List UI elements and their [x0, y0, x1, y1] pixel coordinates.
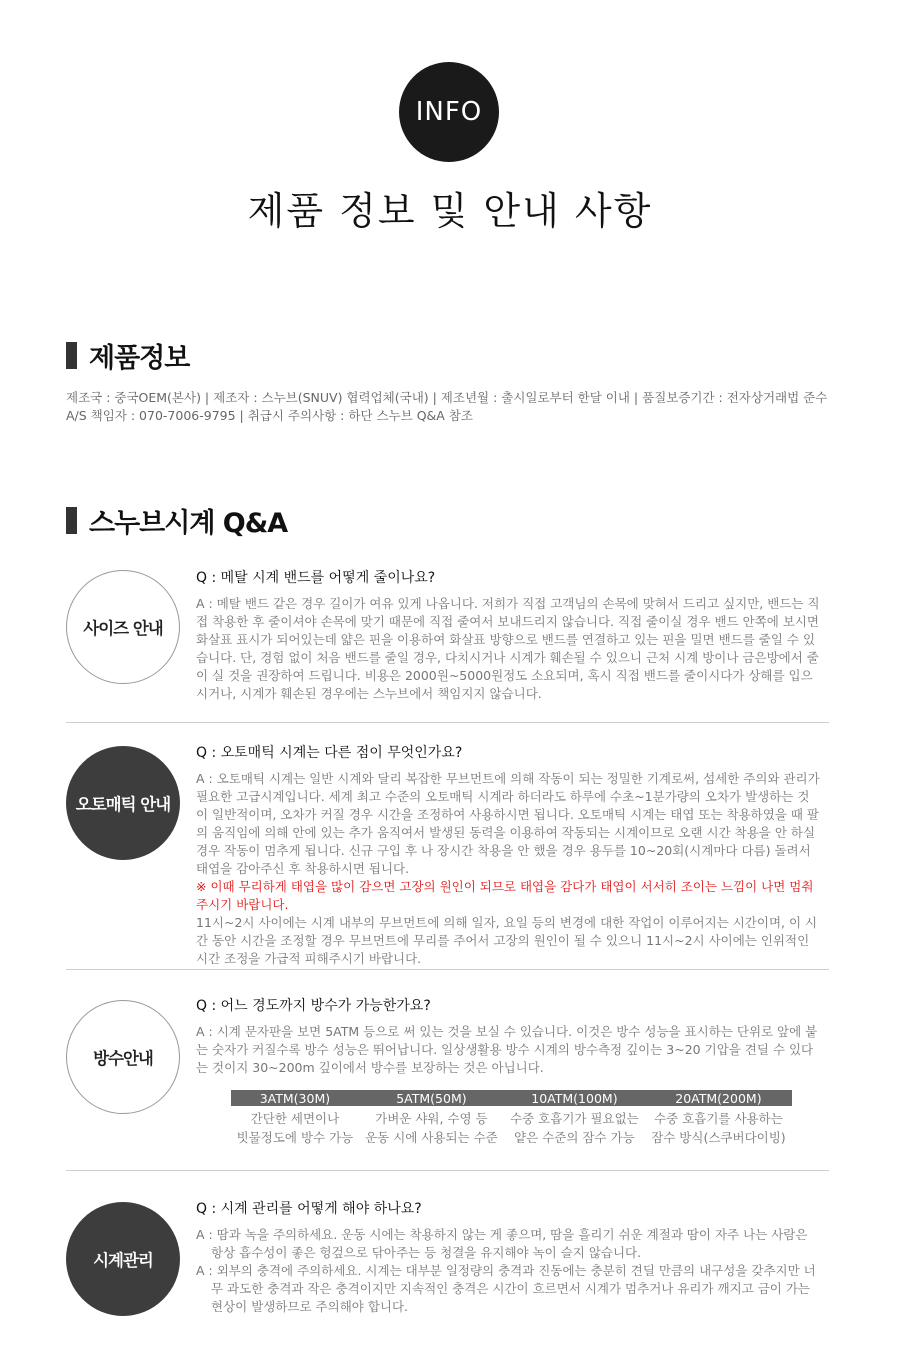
divider [66, 722, 829, 723]
care-guide-badge-label: 시계관리 [93, 1251, 153, 1270]
qa-question: Q : 어느 경도까지 방수가 가능한가요? [196, 998, 431, 1014]
divider [66, 969, 829, 970]
table-cell: 간단한 세면이나 [250, 1111, 340, 1126]
waterproof-guide-badge [66, 1000, 180, 1114]
page-title: 제품 정보 및 안내 사항 [247, 189, 653, 233]
qa-question: Q : 시계 관리를 어떻게 해야 하나요? [196, 1201, 422, 1217]
table-row [231, 1106, 792, 1129]
qa-answer: A : 외부의 충격에 주의하세요. 시계는 대부분 일정량의 충격과 진동에는 충분히 견딜 만큼의 내구성을 갖추지만 너무 과도한 충격과 작은 충격이지만 지속적인 충격은 시간이 흐르면서 시계가 멈추거나 유리가 깨지고 금이 가는 현상이 발생하므로 주의해야 합니다. [196, 1263, 816, 1314]
qa-warning: ※ 이때 무리하게 태엽을 많이 감으면 고장의 원인이 되므로 태엽을 감다가 태엽이 서서히 조이는 느낌이 나면 멈춰주시기 바랍니다. [196, 879, 814, 912]
info-badge-label: INFO [415, 97, 483, 127]
qa-question: Q : 메탈 시계 밴드를 어떻게 줄이나요? [196, 570, 436, 586]
table-header-cell: 3ATM(30M) [231, 1090, 359, 1106]
table-cell: 빗물정도에 방수 가능 [236, 1130, 354, 1145]
product-info-heading-text: 제품정보 [89, 343, 190, 374]
table-cell: 가벼운 샤워, 수영 등 [375, 1111, 488, 1126]
table-header-cell: 20ATM(200M) [645, 1090, 792, 1106]
automatic-guide-badge [66, 746, 180, 860]
product-info-heading [66, 336, 189, 375]
table-row [231, 1129, 792, 1148]
table-cell: 수중 호흡기를 사용하는 [654, 1111, 783, 1126]
waterproof-table [231, 1090, 792, 1148]
table-header-row [231, 1090, 792, 1106]
table-header-cell: 5ATM(50M) [359, 1090, 504, 1106]
automatic-guide-badge-label: 오토매틱 안내 [75, 795, 171, 814]
product-spec-line-1: 제조국 : 중국OEM(본사) | 제조자 : 스누브(SNUV) 협력업체(국내) | 제조년월 : 출시일로부터 한달 이내 | 품질보증기간 : 전자상거래법 준수 [66, 390, 828, 405]
qa-answer: A : 시계 문자판을 보면 5ATM 등으로 써 있는 것을 보실 수 있습니다. 이것은 방수 성능을 표시하는 단위로 앞에 붙는 숫자가 커질수록 방수 성능은 뛰어납니다. 일상생활용 방수 시계의 방수측정 깊이는 3~20 기압을 견딜 수 있다는 것이지 30~200m 깊이에서 방수를 보장하는 것은 아닙니다. [196, 1024, 818, 1075]
qa-answer: A : 메탈 밴드 같은 경우 길이가 여유 있게 나옵니다. 저희가 직접 고객님의 손목에 맞혀서 드리고 싶지만, 밴드는 직접 착용한 후 줄이셔야 손목에 맞기 때문에 직접 줄여서 보내드리지 않습니다. 직접 줄이실 경우 밴드 안쪽에 보시면 화살표 표시가 되어있는데 얇은 핀을 이용하여 화살표 방향으로 밴드를 연결하고 있는 핀을 밀면 밴드를 줄일 수 있습니다. 단, 경험 없이 처음 밴드를 줄일 경우, 다치시거나 시계가 훼손될 수 있으니 근처 시계 방이나 금은방에서 줄이 실 것을 권장하여 드립니다. 비용은 2000원~5000원정도 소요되며, 혹시 직접 밴드를 줄이시다가 상해를 입으시거나, 시계가 훼손된 경우에는 스누브에서 책임지지 않습니다. [196, 596, 820, 701]
heading-bar [66, 342, 77, 369]
qa-answer-extra: 11시~2시 사이에는 시계 내부의 무브먼트에 의해 일자, 요일 등의 변경에 대한 작업이 이루어지는 시간이며, 이 시간 동안 시간을 조정할 경우 무브먼트에 무리를 주어서 고장의 원인이 될 수 있으니 11시~2시 사이에는 인위적인 시간 조정을 가급적 피해주시기 바랍니다. [196, 915, 818, 966]
qa-answer: A : 땀과 녹을 주의하세요. 운동 시에는 착용하지 않는 게 좋으며, 땀을 흘리기 쉬운 계절과 땀이 자주 나는 사람은 항상 흡수성이 좋은 헝겊으로 닦아주는 등 청결을 유지해야 녹이 슬지 않습니다. [196, 1227, 808, 1260]
size-guide-badge [66, 570, 180, 684]
size-guide-badge-label: 사이즈 안내 [83, 619, 163, 638]
table-cell: 잠수 방식(스쿠버다이빙) [651, 1130, 786, 1145]
qa-heading [66, 501, 287, 540]
table-header-cell: 10ATM(100M) [504, 1090, 645, 1106]
qa-heading-text: 스누브시계 Q&A [89, 508, 288, 539]
qa-answer: A : 오토매틱 시계는 일반 시계와 달리 복잡한 무브먼트에 의해 작동이 되는 정밀한 기계로써, 섬세한 주의와 관리가 필요한 고급시계입니다. 세계 최고 수준의 오토매틱 시계라 하더라도 하루에 수초~1분가량의 오차가 발생하는 것이 일반적이며, 오차가 커질 경우 시간을 조정하여 사용하시면 됩니다. 오토매틱 시계는 태엽 또는 착용하였을 때 팔의 움직임에 의해 안에 있는 추가 움직여서 발생된 동력을 이용하여 작동되는 시계이므로 오랜 시간 착용을 안 하실 경우 작동이 멈추게 됩니다. 신규 구입 후 나 장시간 착용을 안 했을 경우 용두를 10~20회(시계마다 다름) 돌려서 태엽을 감아주신 후 착용하시면 됩니다. [196, 771, 820, 876]
table-cell: 운동 시에 사용되는 수준 [365, 1130, 498, 1145]
info-badge [399, 62, 499, 162]
waterproof-guide-badge-label: 방수안내 [93, 1049, 153, 1068]
care-guide-badge [66, 1202, 180, 1316]
table-cell: 수중 호흡기가 필요없는 [510, 1111, 639, 1126]
product-spec-line-2: A/S 책임자 : 070-7006-9795 | 취급시 주의사항 : 하단 스누브 Q&A 참조 [66, 408, 473, 423]
qa-question: Q : 오토매틱 시계는 다른 점이 무엇인가요? [196, 745, 463, 761]
divider [66, 1170, 829, 1171]
heading-bar [66, 507, 77, 534]
table-cell: 얕은 수준의 잠수 가능 [514, 1130, 635, 1145]
